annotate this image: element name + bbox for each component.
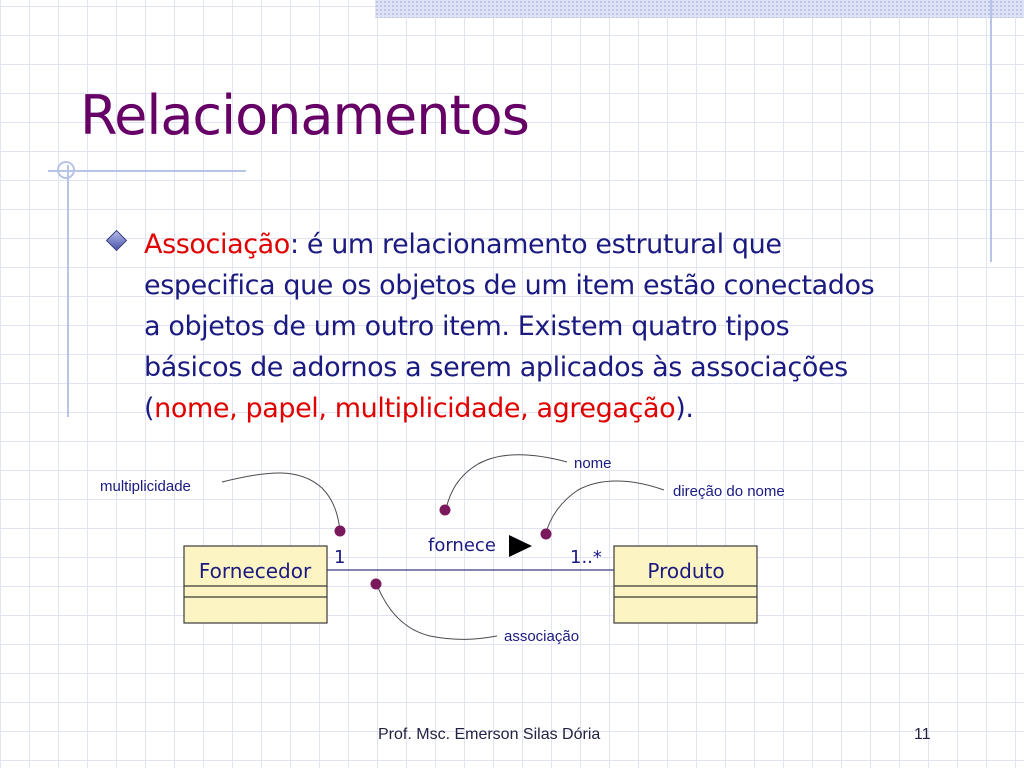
callout-nome-label: nome	[574, 455, 612, 472]
callout-multiplicidade-dot	[335, 526, 346, 537]
callout-associacao-dot	[371, 579, 382, 590]
callout-associacao-connector	[377, 585, 497, 639]
callout-direcao-label: direção do nome	[673, 483, 785, 500]
bullet-line-3: a objetos de um outro item. Existem quatro tipos	[144, 311, 790, 342]
class-fornecedor-box	[184, 546, 327, 623]
association-name: fornece	[428, 535, 496, 556]
multiplicity-right: 1..*	[570, 547, 602, 568]
class-produto-box	[614, 546, 757, 623]
bullet-line-4: básicos de adornos a serem aplicados às associações	[144, 352, 848, 383]
paren-close: ).	[675, 393, 694, 424]
slide-title: Relacionamentos	[80, 84, 529, 147]
callout-nome-dot	[440, 505, 451, 516]
adornments-list: nome, papel, multiplicidade, agregação	[154, 393, 676, 424]
page-number: 11	[914, 726, 931, 743]
callout-direcao-connector	[546, 481, 664, 533]
bullet-line-2: especifica que os objetos de um item estão conectados	[144, 270, 875, 301]
paren-open: (	[144, 393, 155, 424]
callout-nome-connector	[446, 455, 567, 509]
callout-multiplicidade-label: multiplicidade	[100, 478, 191, 495]
term-associacao: Associação	[144, 229, 290, 260]
callout-multiplicidade-connector	[222, 473, 340, 530]
multiplicity-left: 1	[334, 547, 346, 568]
class-fornecedor-name: Fornecedor	[198, 559, 312, 583]
name-direction-arrow-icon	[509, 535, 532, 557]
class-fornecedor	[184, 546, 327, 623]
class-produto	[614, 546, 757, 623]
callout-associacao-label: associação	[504, 628, 580, 645]
footer-author: Prof. Msc. Emerson Silas Dória	[378, 726, 601, 743]
bullet-line-1-text: : é um relacionamento estrutural que	[289, 229, 782, 260]
class-produto-name: Produto	[647, 559, 725, 583]
callout-direcao-dot	[541, 529, 552, 540]
